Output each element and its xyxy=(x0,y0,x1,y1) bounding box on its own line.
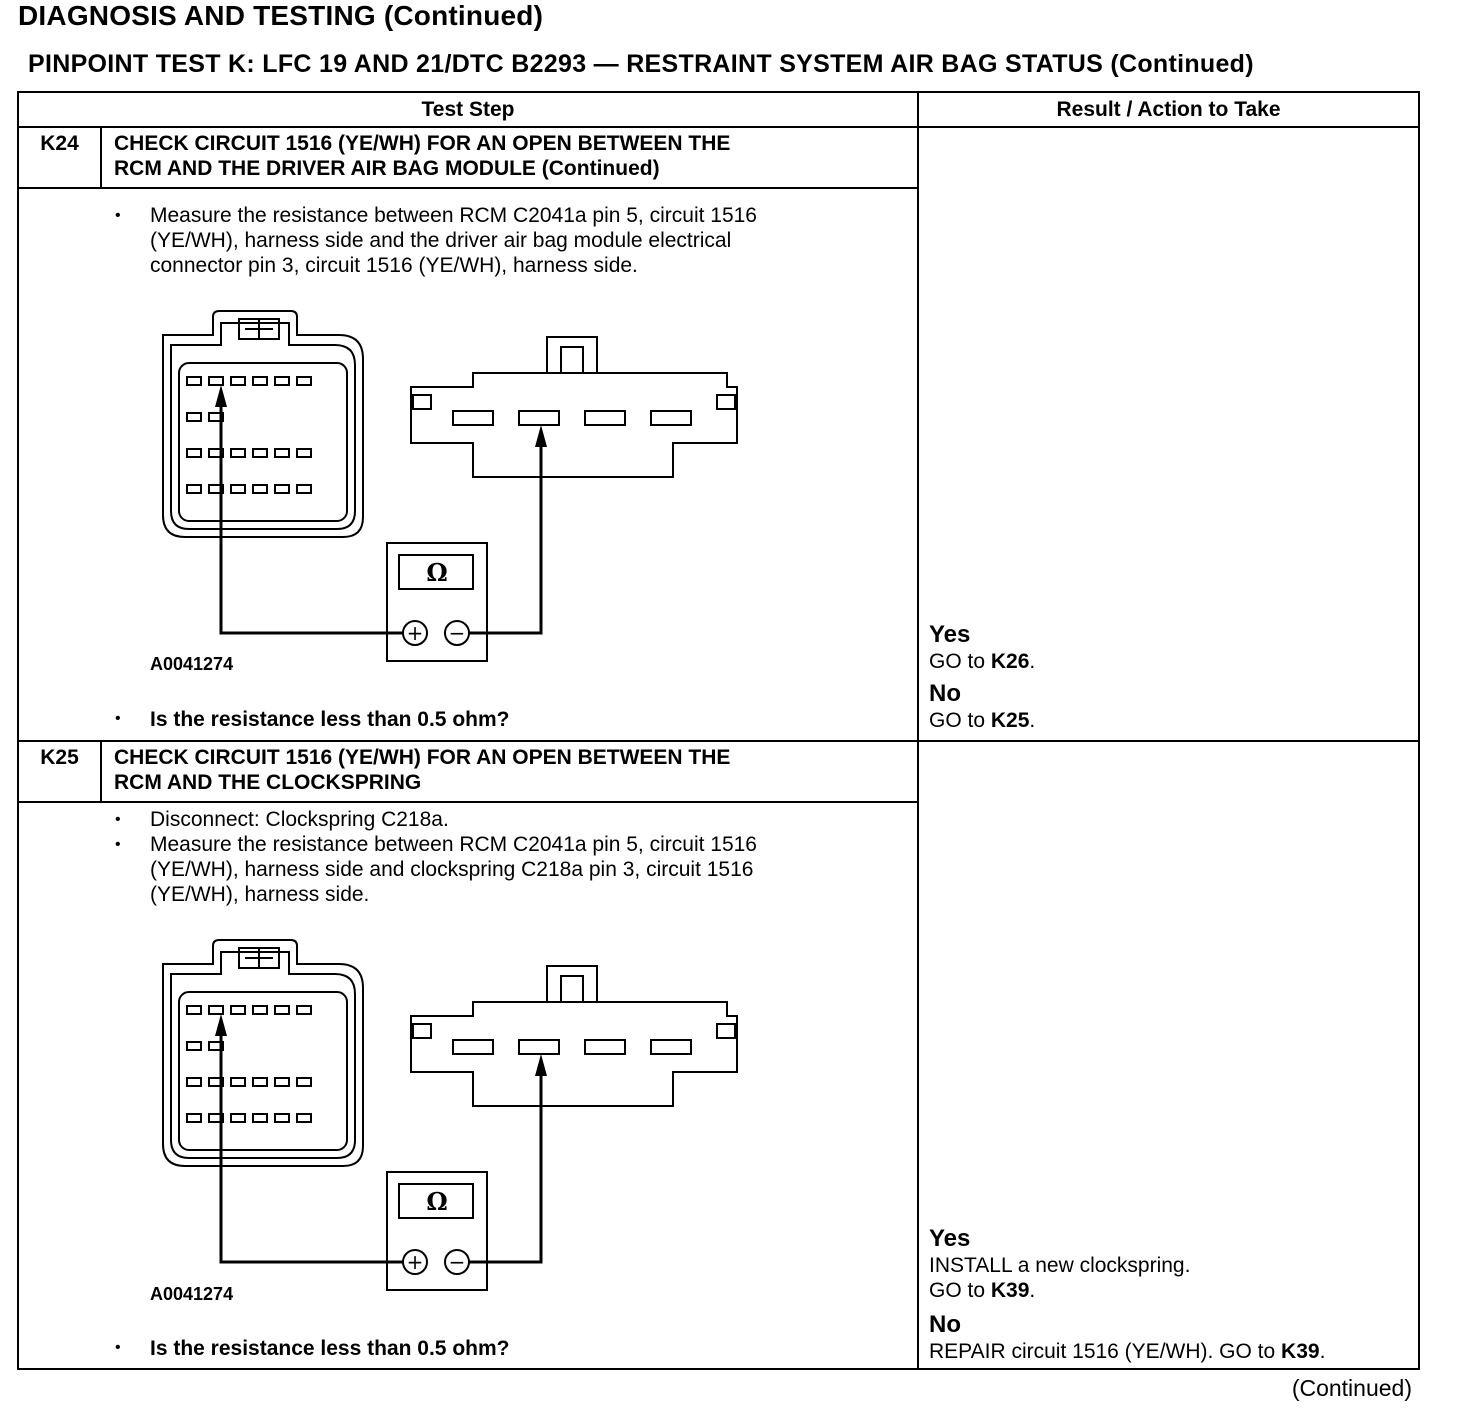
result-block xyxy=(929,1225,1325,1364)
figure-id: A0041274 xyxy=(150,654,234,674)
rcm-terminal-row-1 xyxy=(187,1006,311,1014)
step-title-line: CHECK CIRCUIT 1516 (YE/WH) FOR AN OPEN BETWEEN THE xyxy=(114,132,731,155)
minus-symbol: − xyxy=(448,621,466,645)
positive-test-lead xyxy=(221,391,403,633)
minus-symbol: − xyxy=(448,1250,466,1274)
rcm-terminal-row-3 xyxy=(187,1078,311,1086)
probe-arrow-rcm xyxy=(215,385,227,407)
pinpoint-test-table xyxy=(17,91,1420,1370)
plus-symbol: + xyxy=(406,1250,424,1274)
clockspring-connector-tab-right xyxy=(717,1024,735,1038)
ohm-symbol: Ω xyxy=(426,558,448,587)
result-cell xyxy=(918,741,1419,1369)
step-title xyxy=(101,127,918,188)
result-cell xyxy=(918,127,1419,741)
probe-arrow-module xyxy=(535,425,547,447)
clockspring-connector-tab-left xyxy=(413,1024,431,1038)
step-body xyxy=(18,188,918,741)
instruction-item: • Disconnect: Clockspring C218a. xyxy=(19,807,799,832)
header-result: Result / Action to Take xyxy=(918,92,1419,127)
instruction-item: • Measure the resistance between RCM C2041a pin 5, circuit 1516 (YE/WH), harness side and clockspring C218a pin 3, circuit 1516 (YE/WH), harness side. xyxy=(19,832,799,907)
rcm-terminal-row-2 xyxy=(187,1042,223,1050)
instruction-list xyxy=(19,203,799,278)
pinpoint-test-title: PINPOINT TEST K: LFC 19 AND 21/DTC B2293 — RESTRAINT SYSTEM AIR BAG STATUS (Continued) xyxy=(28,50,1254,78)
probe-arrow-rcm xyxy=(215,1014,227,1036)
rcm-terminal-row-2 xyxy=(187,413,223,421)
step-title-line: RCM AND THE DRIVER AIR BAG MODULE (Continued) xyxy=(114,157,660,180)
header-test-step: Test Step xyxy=(18,92,918,127)
step-title-line: CHECK CIRCUIT 1516 (YE/WH) FOR AN OPEN BETWEEN THE xyxy=(114,746,731,769)
rcm-terminal-row-4 xyxy=(187,485,311,493)
rcm-terminal-row-4 xyxy=(187,1114,311,1122)
no-action: REPAIR circuit 1516 (YE/WH). GO to K39. xyxy=(929,1340,1326,1363)
table-header-row xyxy=(18,92,1419,127)
rcm-terminal-row-1 xyxy=(187,377,311,385)
page-title: DIAGNOSIS AND TESTING (Continued) xyxy=(18,0,544,31)
step-reference: K25 xyxy=(990,709,1030,732)
yes-action: GO to K39. xyxy=(929,1279,1036,1302)
positive-test-lead xyxy=(221,1020,403,1262)
figure-id: A0041274 xyxy=(150,1284,234,1304)
plus-symbol: + xyxy=(406,621,424,645)
step-reference: K26 xyxy=(990,650,1030,673)
clockspring-connector-latch xyxy=(547,966,597,1002)
no-label: No xyxy=(929,680,961,707)
step-id: K24 xyxy=(18,127,101,188)
clockspring-terminals xyxy=(453,1040,691,1054)
module-terminals xyxy=(453,411,691,425)
instruction-item: • Measure the resistance between RCM C2041a pin 5, circuit 1516 (YE/WH), harness side and the driver air bag module electrical connector pin 3, circuit 1516 (YE/WH), harness side. xyxy=(19,203,799,278)
rcm-connector-inner xyxy=(171,323,355,529)
step-title-row xyxy=(18,741,1419,802)
yes-action: GO to K26. xyxy=(929,650,1036,673)
instruction-list xyxy=(19,807,799,907)
step-question: • Is the resistance less than 0.5 ohm? xyxy=(19,1337,509,1361)
connector-resistance-diagram xyxy=(149,307,769,667)
step-title xyxy=(101,741,918,802)
rcm-connector-cavity xyxy=(179,363,347,521)
rcm-connector-inner xyxy=(171,952,355,1158)
yes-label: Yes xyxy=(929,621,971,648)
continued-label: (Continued) xyxy=(1291,1375,1412,1401)
step-body xyxy=(18,802,918,1369)
rcm-connector-cavity xyxy=(179,992,347,1150)
step-reference: K39 xyxy=(1281,1340,1320,1363)
negative-test-lead xyxy=(469,431,541,633)
step-title-row xyxy=(18,127,1419,188)
probe-arrow-clockspring xyxy=(535,1054,547,1076)
ohm-symbol: Ω xyxy=(426,1187,448,1216)
connector-resistance-diagram xyxy=(149,936,769,1296)
rcm-terminal-row-3 xyxy=(187,449,311,457)
no-label: No xyxy=(929,1311,961,1338)
step-question: • Is the resistance less than 0.5 ohm? xyxy=(19,708,509,732)
step-id: K25 xyxy=(18,741,101,802)
yes-action-line: INSTALL a new clockspring. xyxy=(929,1254,1191,1277)
negative-test-lead xyxy=(469,1060,541,1262)
step-title-line: RCM AND THE CLOCKSPRING xyxy=(114,771,422,794)
module-connector-tab-right xyxy=(717,395,735,409)
module-connector-tab-left xyxy=(413,395,431,409)
result-block xyxy=(929,621,1035,733)
no-action: GO to K25. xyxy=(929,709,1036,732)
step-reference: K39 xyxy=(990,1279,1030,1302)
yes-label: Yes xyxy=(929,1225,971,1252)
module-connector-latch xyxy=(547,337,597,373)
